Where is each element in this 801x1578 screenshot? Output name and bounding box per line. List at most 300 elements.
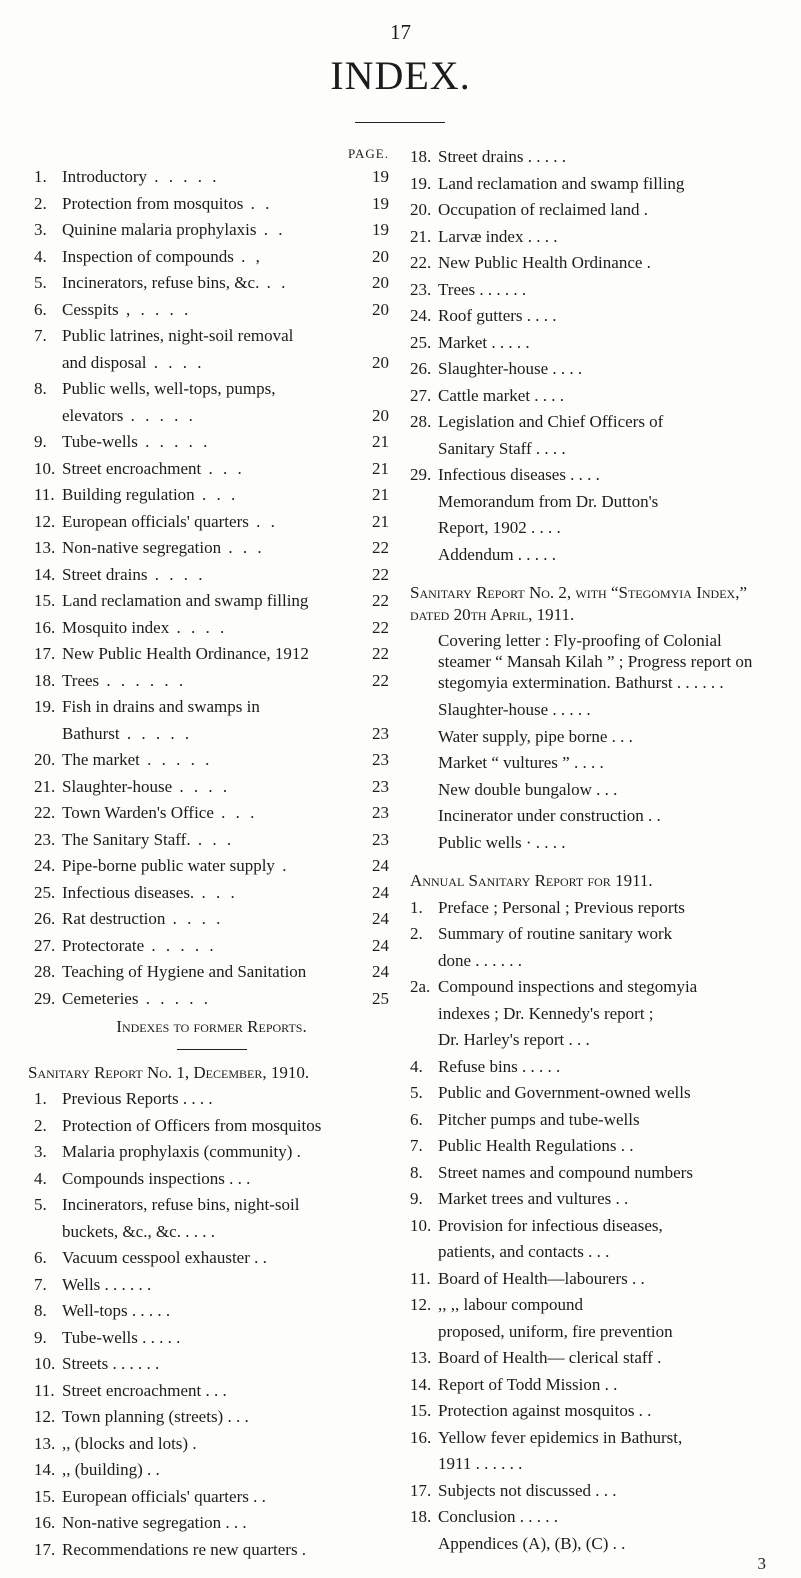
entry-label-wrap xyxy=(62,217,359,244)
item-number: 16. xyxy=(34,1513,56,1532)
entry-label-line2: elevators xyxy=(62,405,124,425)
item-number: 15. xyxy=(34,1486,56,1506)
leader-dots: . . xyxy=(256,220,286,239)
entry-label-line2: Bathurst xyxy=(62,723,120,743)
item-label: Vacuum cesspool exhauster . . xyxy=(62,1248,267,1267)
list-item-continued xyxy=(34,1219,389,1246)
item-label: Street drains . . . . . xyxy=(438,147,566,166)
item-label: Preface ; Personal ; Previous reports xyxy=(438,897,685,917)
entry-label-continued xyxy=(62,403,359,430)
index-entry xyxy=(34,509,389,536)
former-reports-heading: Indexes to former Reports. xyxy=(116,1017,307,1036)
list-item-continued xyxy=(410,1319,774,1346)
main-index-list xyxy=(34,164,389,1012)
entry-label: The market xyxy=(62,750,140,769)
item-label: Recommendations re new quarters . xyxy=(62,1539,307,1559)
entry-page: 22 xyxy=(372,644,389,663)
entry-label-line2: and disposal xyxy=(62,352,147,372)
entry-page: 23 xyxy=(372,723,389,743)
entry-number: 23. xyxy=(34,829,56,849)
entry-label: Public wells, well-tops, pumps, xyxy=(62,379,276,398)
entry-number: 27. xyxy=(34,935,56,955)
index-entry xyxy=(34,270,389,297)
entry-label: Town Warden's Office xyxy=(62,803,214,822)
entry-number: 3. xyxy=(34,220,47,239)
footer-number: 3 xyxy=(757,1554,766,1573)
item-label: Streets . . . . . . xyxy=(62,1354,160,1373)
item-number: 16. xyxy=(410,1427,432,1447)
entry-label: Cemeteries xyxy=(62,988,139,1008)
item-label-continued: 1911 . . . . . . xyxy=(438,1454,523,1473)
item-label: Trees . . . . . . xyxy=(438,279,527,299)
entry-label-continued xyxy=(62,721,359,748)
item-label: Larvæ index . . . . xyxy=(438,226,558,246)
entry-page: 22 xyxy=(372,591,389,610)
index-entry xyxy=(34,933,389,960)
entry-page: 22 xyxy=(372,670,389,690)
entry-number: 17. xyxy=(34,644,56,663)
report2-item: Water supply, pipe borne . . . xyxy=(438,726,633,746)
entry-label: Mosquito index xyxy=(62,617,170,637)
item-label-continued: buckets, &c., &c. . . . . xyxy=(62,1221,215,1241)
entry-number: 19. xyxy=(34,697,56,716)
item-label-continued: patients, and contacts . . . xyxy=(438,1242,610,1261)
index-entry xyxy=(34,880,389,907)
index-entry xyxy=(34,482,389,509)
item-label-continued: Dr. Harley's report . . . xyxy=(438,1030,590,1049)
leader-dots: . . . . . xyxy=(146,167,220,186)
right-column xyxy=(410,144,774,1578)
item-number: 8. xyxy=(410,1162,423,1182)
leader-dots: . . xyxy=(243,193,273,213)
entry-number: 6. xyxy=(34,299,47,319)
item-number: 12. xyxy=(34,1407,56,1426)
item-label: Roof gutters . . . . xyxy=(438,306,557,325)
item-number: 9. xyxy=(410,1189,423,1208)
leader-dots: . xyxy=(274,856,290,875)
item-number: 9. xyxy=(34,1327,47,1347)
entry-label: Pipe-borne public water supply xyxy=(62,856,275,875)
report2-item: Market “ vultures ” . . . . xyxy=(438,753,604,772)
list-item xyxy=(410,409,774,436)
item-number: 2. xyxy=(410,924,423,943)
item-label: Street names and compound numbers xyxy=(438,1162,693,1182)
entry-label-wrap xyxy=(62,588,359,615)
item-label-continued: proposed, uniform, fire prevention xyxy=(438,1321,673,1341)
list-item xyxy=(410,1054,774,1081)
item-number: 18. xyxy=(410,1507,432,1526)
list-item xyxy=(410,1504,774,1531)
list-item-continued xyxy=(410,1239,774,1266)
leader-dots: . . . xyxy=(201,458,245,478)
index-entry xyxy=(34,906,389,933)
item-number: 17. xyxy=(410,1480,432,1500)
index-entry xyxy=(34,323,389,350)
list-item xyxy=(410,224,774,251)
entry-number: 10. xyxy=(34,458,56,478)
entry-label: Quinine malaria prophylaxis xyxy=(62,220,257,239)
leader-dots: . . . xyxy=(194,882,238,902)
item-number: 4. xyxy=(34,1168,47,1188)
item-number: 3. xyxy=(34,1142,47,1161)
item-label: Public Health Regulations . . xyxy=(438,1136,634,1155)
list-item xyxy=(34,1351,389,1378)
index-entry xyxy=(34,456,389,483)
list-item xyxy=(410,383,774,410)
index-entry xyxy=(34,535,389,562)
index-entry xyxy=(34,562,389,589)
entry-label-wrap xyxy=(62,747,359,774)
entry-label-wrap xyxy=(62,164,359,191)
item-number: 19. xyxy=(410,173,432,193)
list-item xyxy=(34,1537,389,1564)
item-label: Addendum . . . . . xyxy=(438,544,557,564)
entry-page: 24 xyxy=(372,856,389,875)
list-item xyxy=(410,144,774,171)
item-number: 10. xyxy=(410,1215,432,1235)
item-number: 13. xyxy=(410,1348,432,1367)
list-item xyxy=(34,1457,389,1484)
leader-dots: . . . xyxy=(221,538,265,557)
list-item xyxy=(410,489,774,516)
item-label: Yellow fever epidemics in Bathurst, xyxy=(438,1427,683,1447)
entry-label-wrap xyxy=(62,853,359,880)
item-label: Refuse bins . . . . . xyxy=(438,1056,561,1076)
entry-number: 9. xyxy=(34,432,47,451)
entry-number: 1. xyxy=(34,167,47,186)
item-label: Occupation of reclaimed land . xyxy=(438,200,649,219)
item-label: Protection of Officers from mosquitos xyxy=(62,1115,322,1135)
list-item-continued xyxy=(410,948,774,975)
list-item xyxy=(34,1272,389,1299)
entry-page: 22 xyxy=(372,564,389,584)
item-label: ,, ,, labour compound xyxy=(438,1295,583,1314)
report2-item: Slaughter-house . . . . . xyxy=(438,700,591,719)
item-label: Appendices (A), (B), (C) . . xyxy=(438,1533,626,1553)
list-item xyxy=(410,1398,774,1425)
entry-label: Building regulation xyxy=(62,485,195,504)
entry-label: Infectious diseases. xyxy=(62,882,195,902)
annual-report-heading: Annual Sanitary Report for 1911. xyxy=(410,871,653,890)
item-number: 11. xyxy=(34,1380,55,1400)
list-item xyxy=(410,1372,774,1399)
leader-dots: . . . . xyxy=(147,564,206,584)
leader-dots: . . . xyxy=(194,485,239,504)
index-entry xyxy=(34,297,389,324)
entry-number: 4. xyxy=(34,246,47,266)
page-number: 17 xyxy=(390,20,411,44)
list-item xyxy=(34,1484,389,1511)
index-entry xyxy=(34,588,389,615)
entry-number: 8. xyxy=(34,379,47,398)
entry-page: 20 xyxy=(372,405,389,425)
list-item xyxy=(34,1166,389,1193)
item-label: Slaughter-house . . . . xyxy=(438,359,583,378)
entry-label: Fish in drains and swamps in xyxy=(62,697,260,716)
index-entry xyxy=(34,376,389,403)
entry-label: Public latrines, night-soil removal xyxy=(62,326,294,345)
item-label: Incinerators, refuse bins, night-soil xyxy=(62,1195,300,1214)
leader-dots: . . . . . xyxy=(123,405,196,425)
entry-label-wrap xyxy=(62,535,359,562)
annual-report-list xyxy=(410,895,774,1558)
list-item xyxy=(34,1404,389,1431)
entry-label: Rat destruction xyxy=(62,909,166,928)
item-label: Street encroachment . . . xyxy=(62,1380,227,1400)
item-label: Malaria prophylaxis (community) . xyxy=(62,1142,301,1161)
entry-page: 20 xyxy=(372,299,389,319)
leader-dots: . , xyxy=(233,246,263,266)
left-column xyxy=(28,144,389,1563)
entry-page: 23 xyxy=(372,803,389,822)
entry-page: 19 xyxy=(372,220,389,239)
item-number: 2. xyxy=(34,1115,47,1135)
index-entry xyxy=(34,694,389,721)
item-number: 5. xyxy=(410,1083,423,1102)
entry-label-wrap xyxy=(62,827,359,854)
leader-dots: , . . . . xyxy=(118,299,192,319)
list-item xyxy=(410,303,774,330)
report2-list xyxy=(410,630,774,856)
entry-label: Cesspits xyxy=(62,299,119,319)
item-label: Subjects not discussed . . . xyxy=(438,1480,617,1500)
entry-page: 19 xyxy=(372,167,389,186)
entry-label: Teaching of Hygiene and Sanitation xyxy=(62,962,307,981)
entry-number: 16. xyxy=(34,617,56,637)
report2-item: New double bungalow . . . xyxy=(438,779,618,799)
item-label-continued: Sanitary Staff . . . . xyxy=(438,438,566,458)
item-number: 13. xyxy=(34,1433,56,1453)
entry-number: 26. xyxy=(34,909,56,928)
leader-dots: . . xyxy=(259,273,289,292)
item-number: 29. xyxy=(410,465,432,484)
leader-dots: . . . . xyxy=(172,776,231,796)
index-entry xyxy=(34,747,389,774)
index-entry xyxy=(34,164,389,191)
entry-page: 20 xyxy=(372,352,389,372)
entry-page: 24 xyxy=(372,909,389,928)
item-label: Provision for infectious diseases, xyxy=(438,1215,663,1235)
item-number: 2a. xyxy=(410,977,431,996)
report1-continued-list xyxy=(410,144,774,568)
title-rule xyxy=(355,122,445,123)
leader-dots: . . xyxy=(248,511,278,531)
leader-dots: . . . . xyxy=(169,617,228,637)
item-number: 15. xyxy=(410,1401,432,1420)
entry-label-wrap xyxy=(62,986,359,1013)
entry-label: Incinerators, refuse bins, &c. xyxy=(62,273,260,292)
entry-label-wrap xyxy=(62,429,359,456)
page-column-header: PAGE. xyxy=(347,146,389,161)
list-item xyxy=(34,1298,389,1325)
entry-label-wrap xyxy=(62,641,359,668)
entry-label: Introductory xyxy=(62,167,147,186)
entry-number: 2. xyxy=(34,193,47,213)
list-item xyxy=(410,1345,774,1372)
item-number: 6. xyxy=(410,1109,423,1129)
entry-label-wrap xyxy=(62,191,359,218)
list-item-continued xyxy=(410,436,774,463)
item-number: 20. xyxy=(410,200,432,219)
item-label: Land reclamation and swamp filling xyxy=(438,173,685,193)
item-number: 12. xyxy=(410,1295,432,1314)
item-number: 23. xyxy=(410,279,432,299)
item-label: Memorandum from Dr. Dutton's xyxy=(438,491,659,511)
entry-page: 21 xyxy=(372,458,389,478)
item-number: 6. xyxy=(34,1248,47,1267)
item-label: Conclusion . . . . . xyxy=(438,1507,558,1526)
list-item xyxy=(410,1478,774,1505)
entry-page: 22 xyxy=(372,538,389,557)
entry-page: 24 xyxy=(372,962,389,981)
leader-dots: . . . . . . xyxy=(99,670,187,690)
list-item xyxy=(34,1510,389,1537)
item-number: 14. xyxy=(34,1460,56,1479)
leader-dots: . . . . xyxy=(146,352,205,372)
entry-page: 23 xyxy=(372,829,389,849)
entry-number: 24. xyxy=(34,856,56,875)
item-label: ,, (blocks and lots) . xyxy=(62,1433,197,1453)
entry-label-wrap xyxy=(62,906,359,933)
entry-page: 20 xyxy=(372,273,389,292)
index-entry xyxy=(34,217,389,244)
entry-label: Street encroachment xyxy=(62,458,202,478)
entry-number: 20. xyxy=(34,750,56,769)
list-item-continued xyxy=(410,1001,774,1028)
list-item xyxy=(34,1245,389,1272)
report2-item: Public wells · . . . . xyxy=(438,832,566,852)
entry-label: Protectorate xyxy=(62,935,145,955)
leader-dots: . . . . . xyxy=(144,935,217,955)
list-item xyxy=(410,1133,774,1160)
entry-label-wrap xyxy=(62,800,359,827)
entry-page: 21 xyxy=(372,432,389,451)
entry-label: Street drains xyxy=(62,564,148,584)
list-item-continued xyxy=(410,1451,774,1478)
entry-label-wrap xyxy=(62,615,359,642)
index-entry xyxy=(34,615,389,642)
entry-label-wrap xyxy=(62,509,359,536)
leader-dots: . . . . . xyxy=(138,988,211,1008)
entry-label-wrap xyxy=(62,297,359,324)
list-item xyxy=(410,1292,774,1319)
item-number: 25. xyxy=(410,332,432,352)
entry-number: 5. xyxy=(34,273,47,292)
section-rule xyxy=(177,1049,247,1050)
list-item-continued xyxy=(410,515,774,542)
item-label: Board of Health—labourers . . xyxy=(438,1268,645,1288)
entry-label: Tube-wells xyxy=(62,432,138,451)
entry-number: 29. xyxy=(34,988,56,1008)
leader-dots: . . . . . xyxy=(137,432,211,451)
item-number: 18. xyxy=(410,147,432,166)
item-number: 11. xyxy=(410,1268,431,1288)
report2-item: Covering letter : Fly-proofing of Colonial steamer “ Mansah Kilah ” ; Progress report on stegomyia extermination. Bathurst . . . . . . xyxy=(438,631,753,692)
list-item xyxy=(410,462,774,489)
index-entry-continued xyxy=(34,403,389,430)
entry-label: The Sanitary Staff. xyxy=(62,829,191,849)
item-label: Protection against mosquitos . . xyxy=(438,1401,652,1420)
entry-page: 24 xyxy=(372,882,389,902)
entry-number: 28. xyxy=(34,962,56,981)
list-item xyxy=(410,974,774,1001)
list-item xyxy=(410,197,774,224)
item-number: 1. xyxy=(34,1089,47,1108)
report1-heading: Sanitary Report No. 1, December, 1910. xyxy=(28,1062,310,1082)
list-item xyxy=(34,1192,389,1219)
entry-label-wrap xyxy=(62,482,359,509)
entry-label: Protection from mosquitos xyxy=(62,193,244,213)
item-label: Tube-wells . . . . . xyxy=(62,1327,181,1347)
entry-number: 14. xyxy=(34,564,56,584)
list-item xyxy=(410,921,774,948)
leader-dots: . . . . . xyxy=(139,750,213,769)
leader-dots: . . . xyxy=(190,829,235,849)
list-item xyxy=(34,1431,389,1458)
index-entry-continued xyxy=(34,350,389,377)
list-item xyxy=(410,356,774,383)
entry-label: Land reclamation and swamp filling xyxy=(62,591,309,610)
item-label: Market . . . . . xyxy=(438,332,530,352)
item-number: 5. xyxy=(34,1195,47,1214)
item-label: Previous Reports . . . . xyxy=(62,1089,213,1108)
entry-label: New Public Health Ordinance, 1912 xyxy=(62,644,309,663)
entry-label-continued xyxy=(62,350,359,377)
list-item xyxy=(410,1531,774,1558)
item-number: 1. xyxy=(410,897,423,917)
entry-label: Non-native segregation xyxy=(62,538,222,557)
item-number: 8. xyxy=(34,1301,47,1320)
entry-number: 18. xyxy=(34,670,56,690)
entry-page: 20 xyxy=(372,246,389,266)
index-entry xyxy=(34,774,389,801)
item-label: Public and Government-owned wells xyxy=(438,1083,691,1102)
entry-label-wrap xyxy=(62,668,359,695)
report2-item: Incinerator under construction . . xyxy=(438,806,661,825)
entry-page: 22 xyxy=(372,617,389,637)
index-entry xyxy=(34,959,389,986)
entry-page: 23 xyxy=(372,776,389,796)
item-number: 7. xyxy=(410,1136,423,1155)
item-label: Summary of routine sanitary work xyxy=(438,924,673,943)
list-item xyxy=(410,542,774,569)
entry-label: Slaughter-house xyxy=(62,776,173,796)
index-entry xyxy=(34,429,389,456)
list-item xyxy=(410,1213,774,1240)
entry-label: Trees xyxy=(62,670,100,690)
list-item xyxy=(410,1266,774,1293)
list-item xyxy=(410,1425,774,1452)
entry-number: 13. xyxy=(34,538,56,557)
index-entry xyxy=(34,668,389,695)
entry-label-wrap xyxy=(62,774,359,801)
entry-page: 19 xyxy=(372,193,389,213)
item-number: 28. xyxy=(410,412,432,431)
leader-dots: . . . xyxy=(213,803,258,822)
list-item xyxy=(410,277,774,304)
entry-page: 25 xyxy=(372,988,389,1008)
item-number: 17. xyxy=(34,1539,56,1559)
item-label-continued: indexes ; Dr. Kennedy's report ; xyxy=(438,1003,654,1023)
item-label: Town planning (streets) . . . xyxy=(62,1407,249,1426)
item-label: Board of Health— clerical staff . xyxy=(438,1348,662,1367)
item-number: 7. xyxy=(34,1274,47,1294)
entry-page: 21 xyxy=(372,485,389,504)
entry-label-wrap xyxy=(62,270,359,297)
item-label: European officials' quarters . . xyxy=(62,1486,266,1506)
leader-dots: . . . . . xyxy=(119,723,193,743)
item-label: Non-native segregation . . . xyxy=(62,1513,247,1532)
